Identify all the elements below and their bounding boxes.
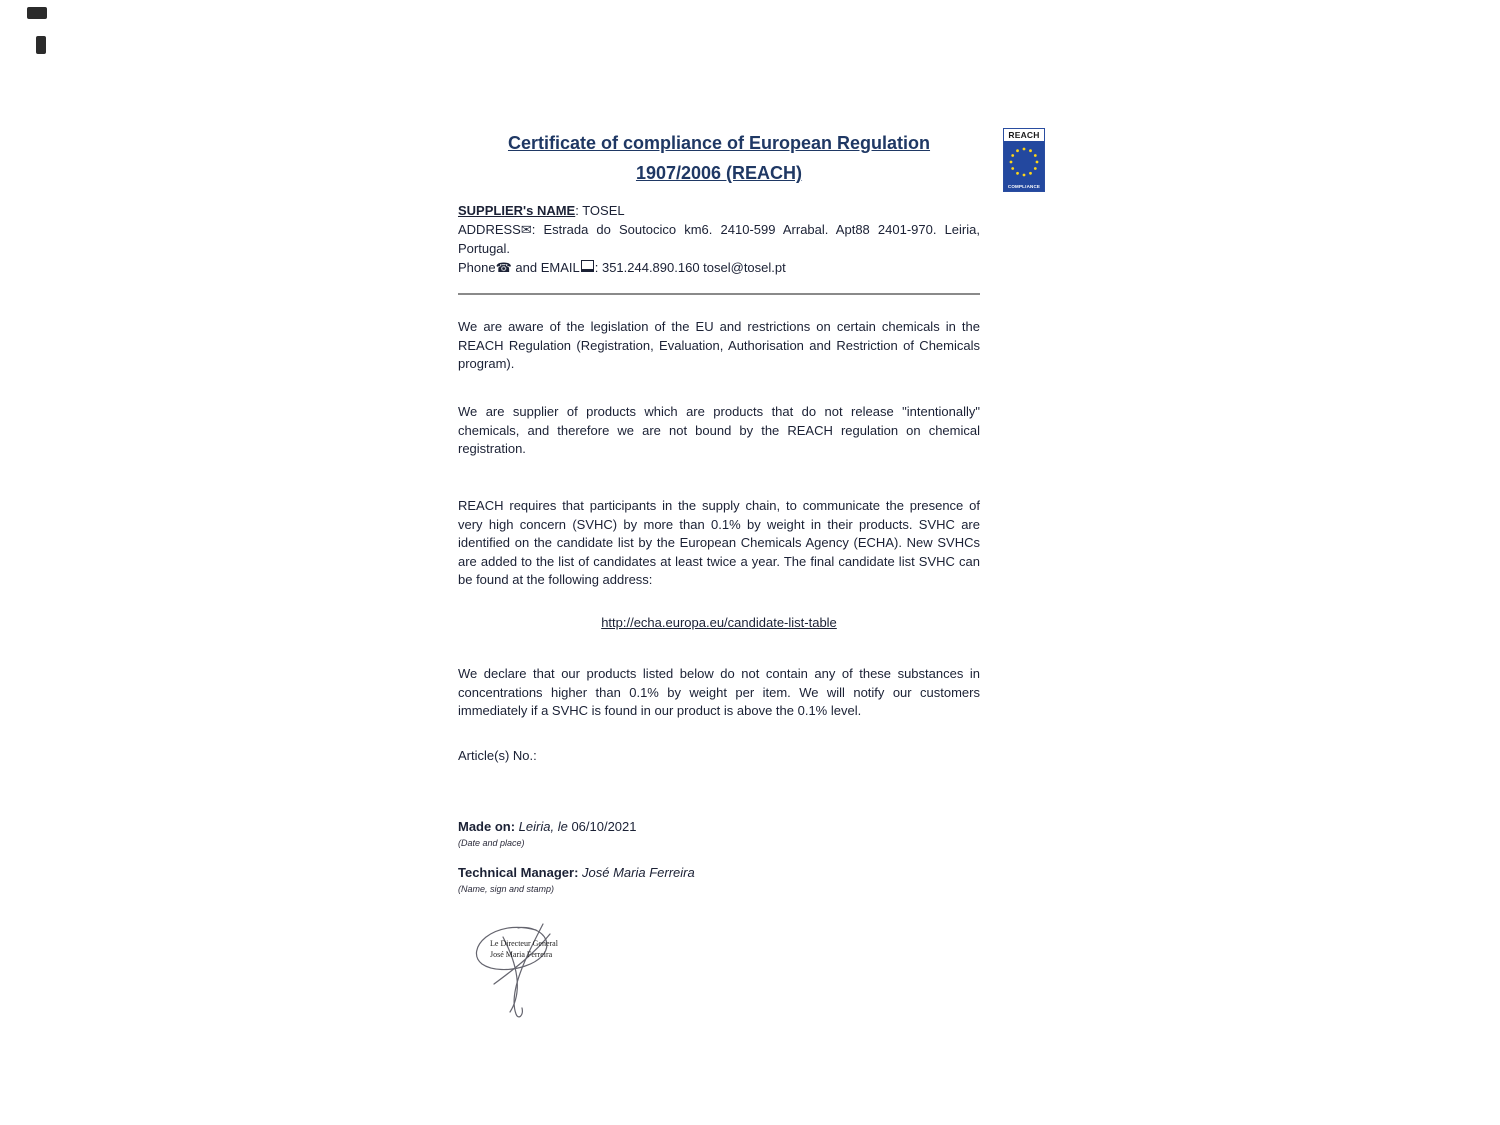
reach-compliance-logo [1003,128,1045,192]
contact-value: : 351.244.890.160 tosel@tosel.pt [594,259,786,275]
made-on-line [458,819,637,835]
supplier-contact-line [458,259,980,279]
signature-stamp-text [490,938,558,960]
title-line-1: Certificate of compliance of European Regulation [507,133,931,153]
candidate-list-link-line [458,615,980,630]
technical-manager-name: José Maria Ferreira [578,865,695,880]
phone-label: Phone [458,259,496,275]
reach-logo-label: REACH [1004,129,1044,141]
signature-stamp-line-1: Le Directeur General [490,939,558,948]
technical-manager-caption: (Name, sign and stamp) [458,884,555,894]
technical-manager-line [458,865,695,881]
article-number-label: Article(s) No.: [458,748,537,763]
candidate-list-link[interactable]: http://echa.europa.eu/candidate-list-table [601,615,837,630]
made-on-date: 06/10/2021 [571,819,637,834]
made-on-block [458,819,637,851]
made-on-place: Leiria, le [515,819,572,834]
document-title [458,128,980,188]
scan-artifact [36,36,46,54]
paragraph-awareness: We are aware of the legislation of the EU and restrictions on certain chemicals in the REACH Regulation (Registration, Evaluation, Authorisation and Restriction of Chemicals program). [458,319,980,371]
computer-icon [581,260,594,272]
made-on-label: Made on: [458,819,516,834]
paragraph-declaration: We declare that our products listed below do not contain any of these substances in concentrations higher than 0.1% by weight per item. We will notify our customers immediately if a SVHC is found in our product is above the 0.1% level. [458,666,980,718]
supplier-address-line [458,221,980,259]
envelope-icon: ✉ [520,222,532,238]
compliance-logo-label: COMPLIANCE [1004,183,1044,191]
address-label: ADDRESS [458,221,521,237]
horizontal-divider [458,293,980,295]
signature-scribble-icon [458,912,628,1027]
address-value: : Estrada do Soutocico km6. 2410-599 Arrabal. Apt88 2401-970. Leiria, Portugal. [458,221,980,256]
eu-flag-icon [1004,141,1044,183]
supplier-name-value: : TOSEL [575,203,625,218]
paragraph-supplier-statement: We are supplier of products which are products that do not release "intentionally" chemicals, and therefore we are not bound by the REACH regulation on chemical registration. [458,404,980,456]
supplier-name-label: SUPPLIER's NAME [458,203,576,218]
signature-block [458,912,628,1027]
made-on-caption: (Date and place) [458,838,525,848]
scan-artifact [27,7,47,19]
technical-manager-block [458,865,695,897]
paragraph-svhc-requirements: REACH requires that participants in the supply chain, to communicate the presence of very high concern (SVHC) by more than 0.1% by weight in their products. SVHC are identified on the candidate list by the European Chemicals Agency (ECHA). New SVHCs are added to the list of candidates at least twice a year. The final candidate list SVHC can be found at the following address: [458,498,980,587]
telephone-icon: ☎ [495,260,512,276]
signature-stamp-line-2: José Maria Ferreira [490,950,553,959]
title-line-2: 1907/2006 (REACH) [635,163,803,183]
technical-manager-label: Technical Manager: [458,865,579,880]
supplier-block [458,202,980,278]
supplier-name-line [458,202,980,221]
email-label: and EMAIL [511,259,580,275]
